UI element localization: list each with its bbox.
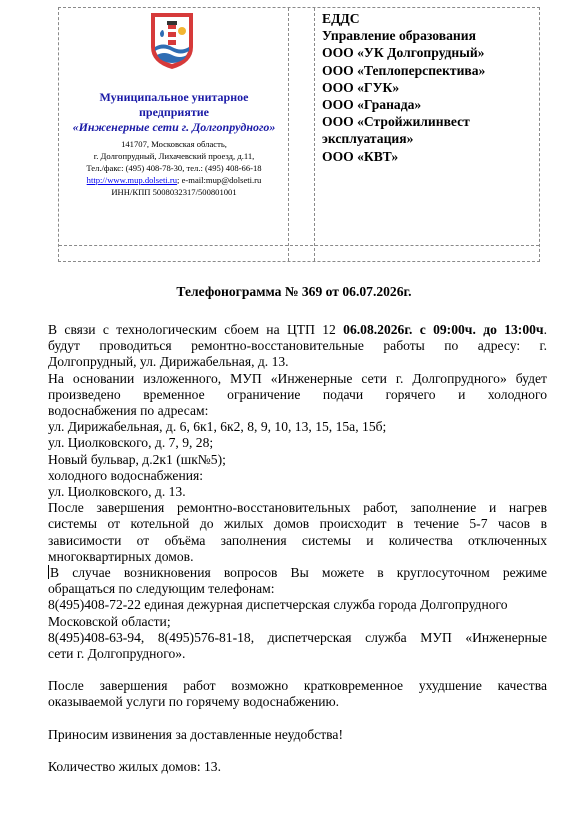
- recipients-list: [322, 10, 485, 165]
- body-line: На основании изложенного, МУП «Инженерные сети г. Долгопрудного» будет: [48, 370, 547, 386]
- body-text: .: [543, 322, 548, 337]
- org-address: г. Долгопрудный, Лихачевский проезд, д.11,: [93, 151, 255, 161]
- org-phone: Тел./факс: (495) 408-78-30, тел.: (495) 408-66-18: [86, 163, 262, 173]
- body-line: произведено временное ограничение подачи горячего и холодного: [48, 386, 547, 402]
- recipient: ООО «Гранада»: [322, 97, 422, 113]
- coat-of-arms-icon: [148, 11, 196, 71]
- body-text: В случае возникновения вопросов Вы можете в круглосуточном режиме: [50, 565, 547, 581]
- address-line: ул. Циолковского, д. 7, 9, 28;: [48, 435, 214, 451]
- recipient: ООО «КВТ»: [322, 148, 399, 164]
- address-line: ул. Циолковского, д. 13.: [48, 484, 186, 500]
- org-name: [60, 90, 288, 135]
- body-line: Долгопрудный, ул. Дирижабельная, д. 13.: [48, 354, 289, 370]
- body-line: [48, 322, 547, 338]
- recipient: ООО «Стройжилинвест: [322, 114, 470, 130]
- body-line: После завершения ремонтно-восстановительных работ, заполнение и нагрев: [48, 500, 547, 516]
- document-body: [48, 322, 547, 775]
- phone-line: 8(495)408-63-94, 8(495)576-81-18, диспетчерская служба МУП «Инженерные: [48, 629, 547, 645]
- body-line: водоснабжения по адресам:: [48, 403, 209, 419]
- organization-block: [60, 90, 288, 198]
- phone-line: 8(495)408-72-22 единая дежурная диспетчерская служба города Долгопрудного: [48, 597, 508, 613]
- body-line: После завершения работ возможно кратковременное ухудшение качества: [48, 678, 547, 694]
- body-line: холодного водоснабжения:: [48, 467, 204, 483]
- body-line: [48, 565, 547, 581]
- address-line: Новый бульвар, д.2к1 (шк№5);: [48, 451, 226, 467]
- recipient: ООО «ГУК»: [322, 79, 400, 95]
- org-email: ; e-mail:mup@dolseti.ru: [177, 175, 262, 185]
- body-line: системы от котельной до жилых домов происходит в течение 5-7 часов в: [48, 516, 547, 532]
- body-text: В связи с технологическим сбоем на ЦТП 12: [48, 322, 344, 337]
- body-line: зависимости от объёма заполнения системы и количества отключенных: [48, 532, 547, 548]
- org-address: 141707, Московская область,: [121, 139, 227, 149]
- phone-line: сети г. Долгопрудного».: [48, 646, 186, 662]
- letterhead-divider: [314, 8, 315, 261]
- address-line: ул. Дирижабельная, д. 6, 6к1, 6к2, 8, 9, 10, 13, 15, 15а, 15б;: [48, 419, 387, 435]
- org-name-line: «Инженерные сети г. Долгопрудного»: [72, 120, 276, 134]
- letterhead-divider: [288, 8, 289, 261]
- recipient: ООО «УК Долгопрудный»: [322, 45, 485, 61]
- body-line: многоквартирных домов.: [48, 548, 194, 564]
- recipient: ООО «Теплоперспектива»: [322, 62, 486, 78]
- apology-line: Приносим извинения за доставленные неудобства!: [48, 726, 343, 742]
- recipient: эксплуатация»: [322, 131, 414, 147]
- body-line: оказываемой услуги по горячему водоснабжению.: [48, 694, 340, 710]
- org-name-line: предприятие: [139, 105, 209, 119]
- houses-count: Количество жилых домов: 13.: [48, 758, 221, 774]
- outage-period: 06.08.2026г. с 09:00ч. до 13:00ч: [343, 322, 544, 337]
- recipient: ЕДДС: [322, 11, 360, 26]
- recipient: Управление образования: [322, 28, 476, 44]
- document-title: Телефонограмма № 369 от 06.07.2026г.: [176, 284, 412, 299]
- org-contact-info: [60, 138, 288, 198]
- org-inn: ИНН/КПП 5008032317/500801001: [111, 187, 237, 197]
- org-name-line: Муниципальное унитарное: [99, 90, 249, 104]
- body-line: будут проводиться ремонтно-восстановительные работы по адресу: г.: [48, 338, 547, 354]
- letterhead-bottom-line: [59, 245, 539, 246]
- phone-line: Московской области;: [48, 613, 171, 629]
- org-website-link[interactable]: http://www.mup.dolseti.ru: [86, 175, 178, 185]
- text-cursor: [48, 565, 49, 579]
- body-line: обращаться по следующим телефонам:: [48, 581, 275, 597]
